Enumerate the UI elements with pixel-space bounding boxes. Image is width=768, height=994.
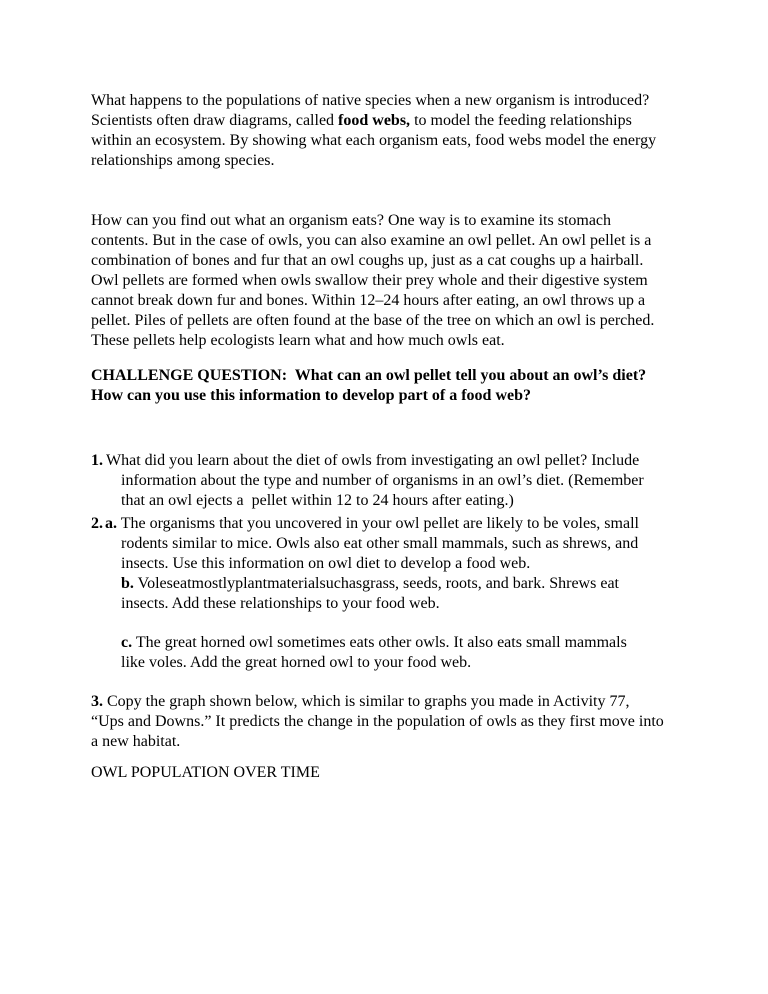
text-line: How can you use this information to develop part of a food web? [91, 387, 532, 404]
text-line: information about the type and number of organisms in an owl’s diet. (Remember [121, 472, 644, 489]
question-number: 3. [91, 693, 103, 710]
text-line: relationships among species. [91, 152, 275, 169]
text-line: like voles. Add the great horned owl to your food web. [121, 654, 472, 671]
text-line: What did you learn about the diet of owls from investigating an owl pellet? Include [106, 452, 640, 469]
text-line: CHALLENGE QUESTION: What can an owl pellet tell you about an owl’s diet? [91, 367, 647, 384]
text-line: Voleseatmostlyplantmaterialsuchasgrass, seeds, roots, and bark. Shrews eat [133, 575, 619, 592]
graph-title: OWL POPULATION OVER TIME [91, 764, 320, 781]
text-line: insects. Add these relationships to your food web. [121, 595, 440, 612]
question-number: 1. [91, 452, 103, 469]
text-line: How can you find out what an organism eats? One way is to examine its stomach [91, 212, 612, 229]
text-line: that an owl ejects a pellet within 12 to 24 hours after eating.) [121, 492, 514, 509]
text-line: Owl pellets are formed when owls swallow their prey whole and their digestive system [91, 272, 648, 289]
term-food-webs: food webs, [338, 112, 411, 129]
text-line: insects. Use this information on owl diet to develop a food web. [121, 555, 531, 572]
text-line: cannot break down fur and bones. Within 12–24 hours after eating, an owl throws up a [91, 292, 646, 309]
text-line: The organisms that you uncovered in your owl pellet are likely to be voles, small [117, 515, 639, 532]
text-line: What happens to the populations of native species when a new organism is introduced? [91, 92, 650, 109]
part-letter: a. [105, 515, 117, 532]
text-line: rodents similar to mice. Owls also eat other small mammals, such as shrews, and [121, 535, 639, 552]
text: to model the feeding relationships [410, 112, 632, 129]
question-number: 2. [91, 515, 103, 532]
text-line: within an ecosystem. By showing what each organism eats, food webs model the energy [91, 132, 657, 149]
text-line: pellet. Piles of pellets are often found at the base of the tree on which an owl is perched. [91, 312, 655, 329]
part-letter: b. [121, 575, 134, 592]
text-line: “Ups and Downs.” It predicts the change in the population of owls as they first move into [91, 713, 664, 730]
text-line: Copy the graph shown below, which is similar to graphs you made in Activity 77, [103, 693, 630, 710]
text-line [91, 111, 632, 131]
text: Scientists often draw diagrams, called [91, 112, 339, 129]
text-line: contents. But in the case of owls, you can also examine an owl pellet. An owl pellet is a [91, 232, 652, 249]
text-line: The great horned owl sometimes eats other owls. It also eats small mammals [132, 634, 627, 651]
text-line: a new habitat. [91, 733, 181, 750]
part-letter: c. [121, 634, 133, 651]
text-line: combination of bones and fur that an owl coughs up, just as a cat coughs up a hairball. [91, 252, 644, 269]
text-line: These pellets help ecologists learn what and how much owls eat. [91, 332, 505, 349]
